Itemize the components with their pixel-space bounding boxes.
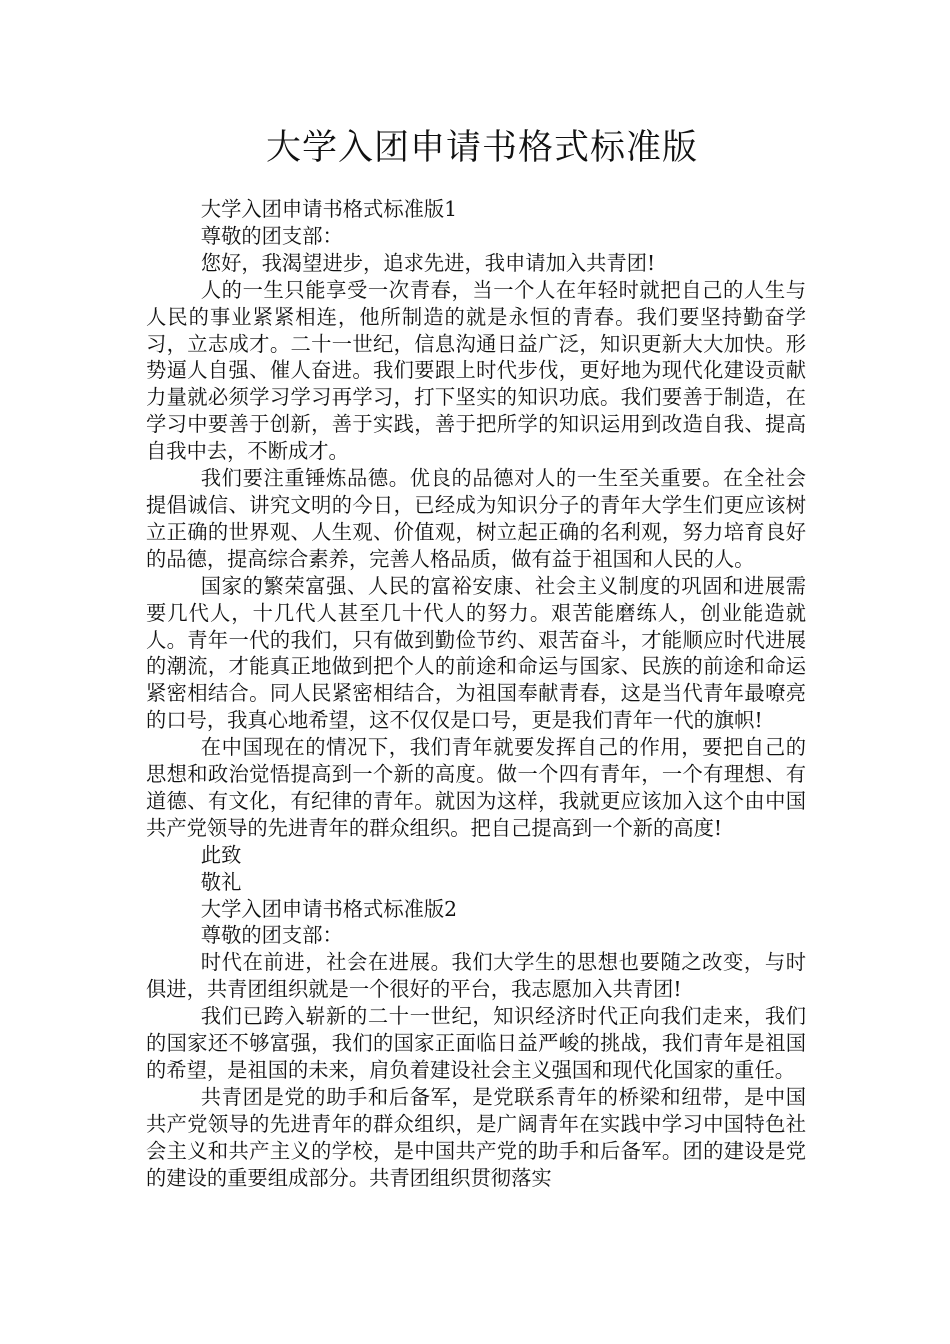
paragraph: 人的一生只能享受一次青春，当一个人在年轻时就把自己的人生与人民的事业紧紧相连，他所制造的就是永恒的青春。我们要坚持勤奋学习，立志成才。二十一世纪，信息沟通日益广泛，知识更新大大加快。形势逼人自强、催人奋进。我们要跟上时代步伐，更好地为现代化建设贡献力量就必须学习学习再学习，打下坚实的知识功底。我们要善于制造，在学习中要善于创新，善于实践，善于把所学的知识运用到改造自我、提高自我中去，不断成才。 [146,277,806,464]
salutation: 尊敬的团支部： [200,223,343,248]
paragraph: 时代在前进，社会在进展。我们大学生的思想也要随之改变，与时俱进，共青团组织就是一个很好的平台，我志愿加入共青团! [146,950,806,1002]
paragraph: 我们要注重锤炼品德。优良的品德对人的一生至关重要。在全社会提倡诚信、讲究文明的今日，已经成为知识分子的青年大学生们更应该树立正确的世界观、人生观、价值观，树立起正确的名利观，努力培育良好的品德，提高综合素养，完善人格品质，做有益于祖国和人民的人。 [146,466,806,571]
section-heading-2: 大学入团申请书格式标准版2 [200,896,458,921]
document-page [146,122,806,1192]
salutation: 尊敬的团支部： [200,923,343,948]
paragraph: 我们已跨入崭新的二十一世纪，知识经济时代正向我们走来，我们的国家还不够富强，我们的国家正面临日益严峻的挑战，我们青年是祖国的希望，是祖国的未来，肩负着建设社会主义强国和现代化国家的重任。 [146,1004,806,1082]
document-title: 大学入团申请书格式标准版 [265,128,698,168]
document-body [146,196,806,1192]
paragraph: 国家的繁荣富强、人民的富裕安康、社会主义制度的巩固和进展需要几代人，十几代人甚至几十代人的努力。艰苦能磨练人，创业能造就人。青年一代的我们，只有做到勤俭节约、艰苦奋斗，才能顺应时代进展的潮流，才能真正地做到把个人的前途和命运与国家、民族的前途和命运紧密相结合。同人民紧密相结合，为祖国奉献青春，这是当代青年最嘹亮的口号，我真心地希望，这不仅仅是口号，更是我们青年一代的旗帜! [146,573,806,733]
paragraph: 在中国现在的情况下，我们青年就要发挥自己的作用，要把自己的思想和政治觉悟提高到一个新的高度。做一个四有青年，一个有理想、有道德、有文化，有纪律的青年。就因为这样，我就更应该加入这个由中国共产党领导的先进青年的群众组织。把自己提高到一个新的高度! [146,735,806,840]
paragraph: 您好，我渴望进步，追求先进，我申请加入共青团! [200,250,656,275]
section-heading-1: 大学入团申请书格式标准版1 [200,197,458,221]
closing-line: 此致 [200,842,242,867]
paragraph: 共青团是党的助手和后备军，是党联系青年的桥梁和纽带，是中国共产党领导的先进青年的群众组织，是广阔青年在实践中学习中国特色社会主义和共产主义的学校，是中国共产党的助手和后备军。团的建设是党的建设的重要组成部分。共青团组织贯彻落实 [146,1084,806,1190]
closing-line: 敬礼 [200,869,242,894]
